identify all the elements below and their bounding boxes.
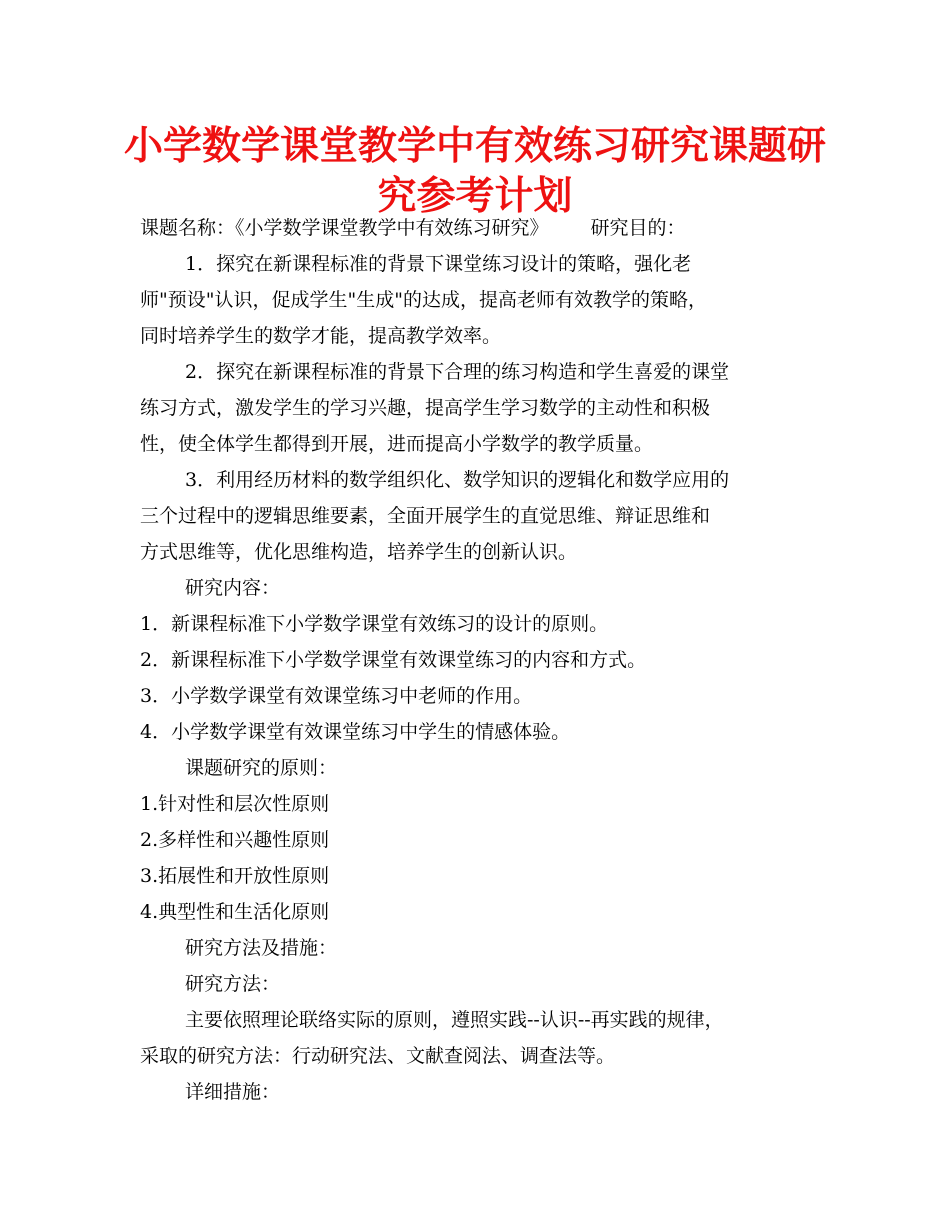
title-line-1: 小学数学课堂教学中有效练习研究课题研	[123, 124, 826, 169]
paragraph-line: 同时培养学生的数学才能，提高教学效率。	[140, 325, 502, 347]
list-item: 2．新课程标准下小学数学课堂有效课堂练习的内容和方式。	[140, 649, 647, 671]
purpose-label: 研究目的：	[590, 217, 686, 239]
list-item: 4．小学数学课堂有效课堂练习中学生的情感体验。	[140, 721, 571, 743]
paragraph-line: 练习方式，激发学生的学习兴趣，提高学生学习数学的主动性和积极	[140, 397, 711, 419]
section-heading: 研究方法：	[185, 973, 281, 995]
paragraph-line: 性，使全体学生都得到开展，进而提高小学数学的教学质量。	[140, 433, 654, 455]
list-item: 1．新课程标准下小学数学课堂有效练习的设计的原则。	[140, 613, 609, 635]
topic-line	[140, 210, 820, 246]
list-item: 2.多样性和兴趣性原则	[140, 829, 330, 851]
title-line-2: 究参考计划	[377, 174, 573, 219]
list-item: 3.拓展性和开放性原则	[140, 865, 330, 887]
document-body	[140, 210, 820, 1110]
paragraph-line: 方式思维等，优化思维构造，培养学生的创新认识。	[140, 541, 578, 563]
list-item: 4.典型性和生活化原则	[140, 901, 330, 923]
section-heading: 详细措施：	[185, 1081, 281, 1103]
section-heading: 研究方法及措施：	[185, 937, 338, 959]
paragraph-line: 采取的研究方法：行动研究法、文献查阅法、调查法等。	[140, 1045, 616, 1067]
paragraph-line: 1．探究在新课程标准的背景下课堂练习设计的策略，强化老	[185, 253, 692, 275]
paragraph-line: 3．利用经历材料的数学组织化、数学知识的逻辑化和数学应用的	[185, 469, 730, 491]
list-item: 3．小学数学课堂有效课堂练习中老师的作用。	[140, 685, 533, 707]
paragraph-line: 主要依照理论联络实际的原则，遵照实践--认识--再实践的规律，	[185, 1009, 724, 1031]
list-item: 1.针对性和层次性原则	[140, 793, 330, 815]
topic-name: 课题名称：《小学数学课堂教学中有效练习研究》	[140, 217, 549, 239]
paragraph-line: 师"预设"认识，促成学生"生成"的达成，提高老师有效教学的策略，	[140, 289, 707, 311]
document-title	[120, 122, 830, 222]
section-heading: 课题研究的原则：	[185, 757, 338, 779]
section-heading: 研究内容：	[185, 577, 281, 599]
paragraph-line: 三个过程中的逻辑思维要素，全面开展学生的直觉思维、辩证思维和	[140, 505, 711, 527]
paragraph-line: 2．探究在新课程标准的背景下合理的练习构造和学生喜爱的课堂	[185, 361, 730, 383]
